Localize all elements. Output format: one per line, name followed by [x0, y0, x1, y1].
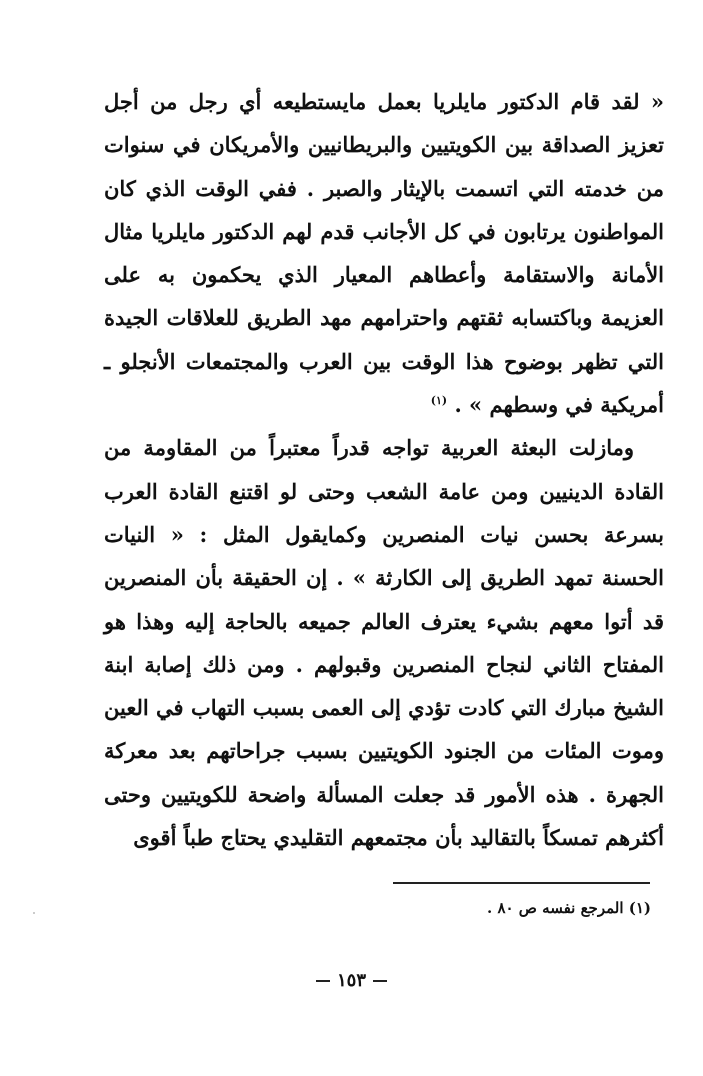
page-number: ١٥٣ — [336, 970, 366, 991]
paragraph-body-text: ومازلت البعثة العربية تواجه قدراً معتبراً من المقاومة من القادة الدينيين ومن عامة الشعب وحتى لو اقتنع القادة العرب بسرعة بحسن نيات المنصرين وكمايقول المثل : « النيات الحسنة تمهد الطريق إلى الكارثة » . إن الحقيقة بأن المنصرين قد أتوا معهم بشيء يعترف العالم جميعه بالحاجة إليه وهذا هو المفتاح الثاني لنجاح المنصرين وقبولهم . ومن ذلك إصابة ابنة الشيخ مبارك التي كادت تؤدي إلى العمى بسبب التهاب في العين وموت المئات من الجنود الكويتيين بسبب جراحاتهم بعد معركة الجهرة . هذه الأمور قد جعلت المسألة واضحة للكويتيين وحتى أكثرهم تمسكاً بالتقاليد بأن مجتمعهم التقليدي يحتاج طباً أقوى — [104, 435, 664, 851]
footnote-marker: (١) — [430, 394, 448, 408]
paragraph-body — [104, 426, 664, 859]
footnote: (١) المرجع نفسه ص ٨٠ . — [487, 899, 651, 917]
page-number-line — [0, 970, 703, 991]
scan-speck — [33, 912, 35, 914]
page-number-dash-right — [316, 980, 330, 982]
paragraph-quote-text: « لقد قام الدكتور مايلريا بعمل مايستطيعه أي رجل من أجل تعزيز الصداقة بين الكويتيين والبريطانيين والأمريكان في سنوات من خدمته التي اتسمت بالإيثار والصبر . ففي الوقت الذي كان المواطنون يرتابون في كل الأجانب قدم لهم الدكتور مايلريا مثال الأمانة والاستقامة وأعطاهم المعيار الذي يحكمون به على العزيمة وباكتسابه ثقتهم واحترامهم مهد الطريق للعلاقات الجيدة التي تظهر بوضوح هذا الوقت بين العرب والمجتمعات الأنجلو ـ أمريكية في وسطهم » . — [104, 89, 664, 418]
footnote-separator — [393, 882, 650, 884]
body-text — [104, 80, 664, 859]
paragraph-quote — [104, 80, 664, 426]
page-number-dash-left — [373, 980, 387, 982]
